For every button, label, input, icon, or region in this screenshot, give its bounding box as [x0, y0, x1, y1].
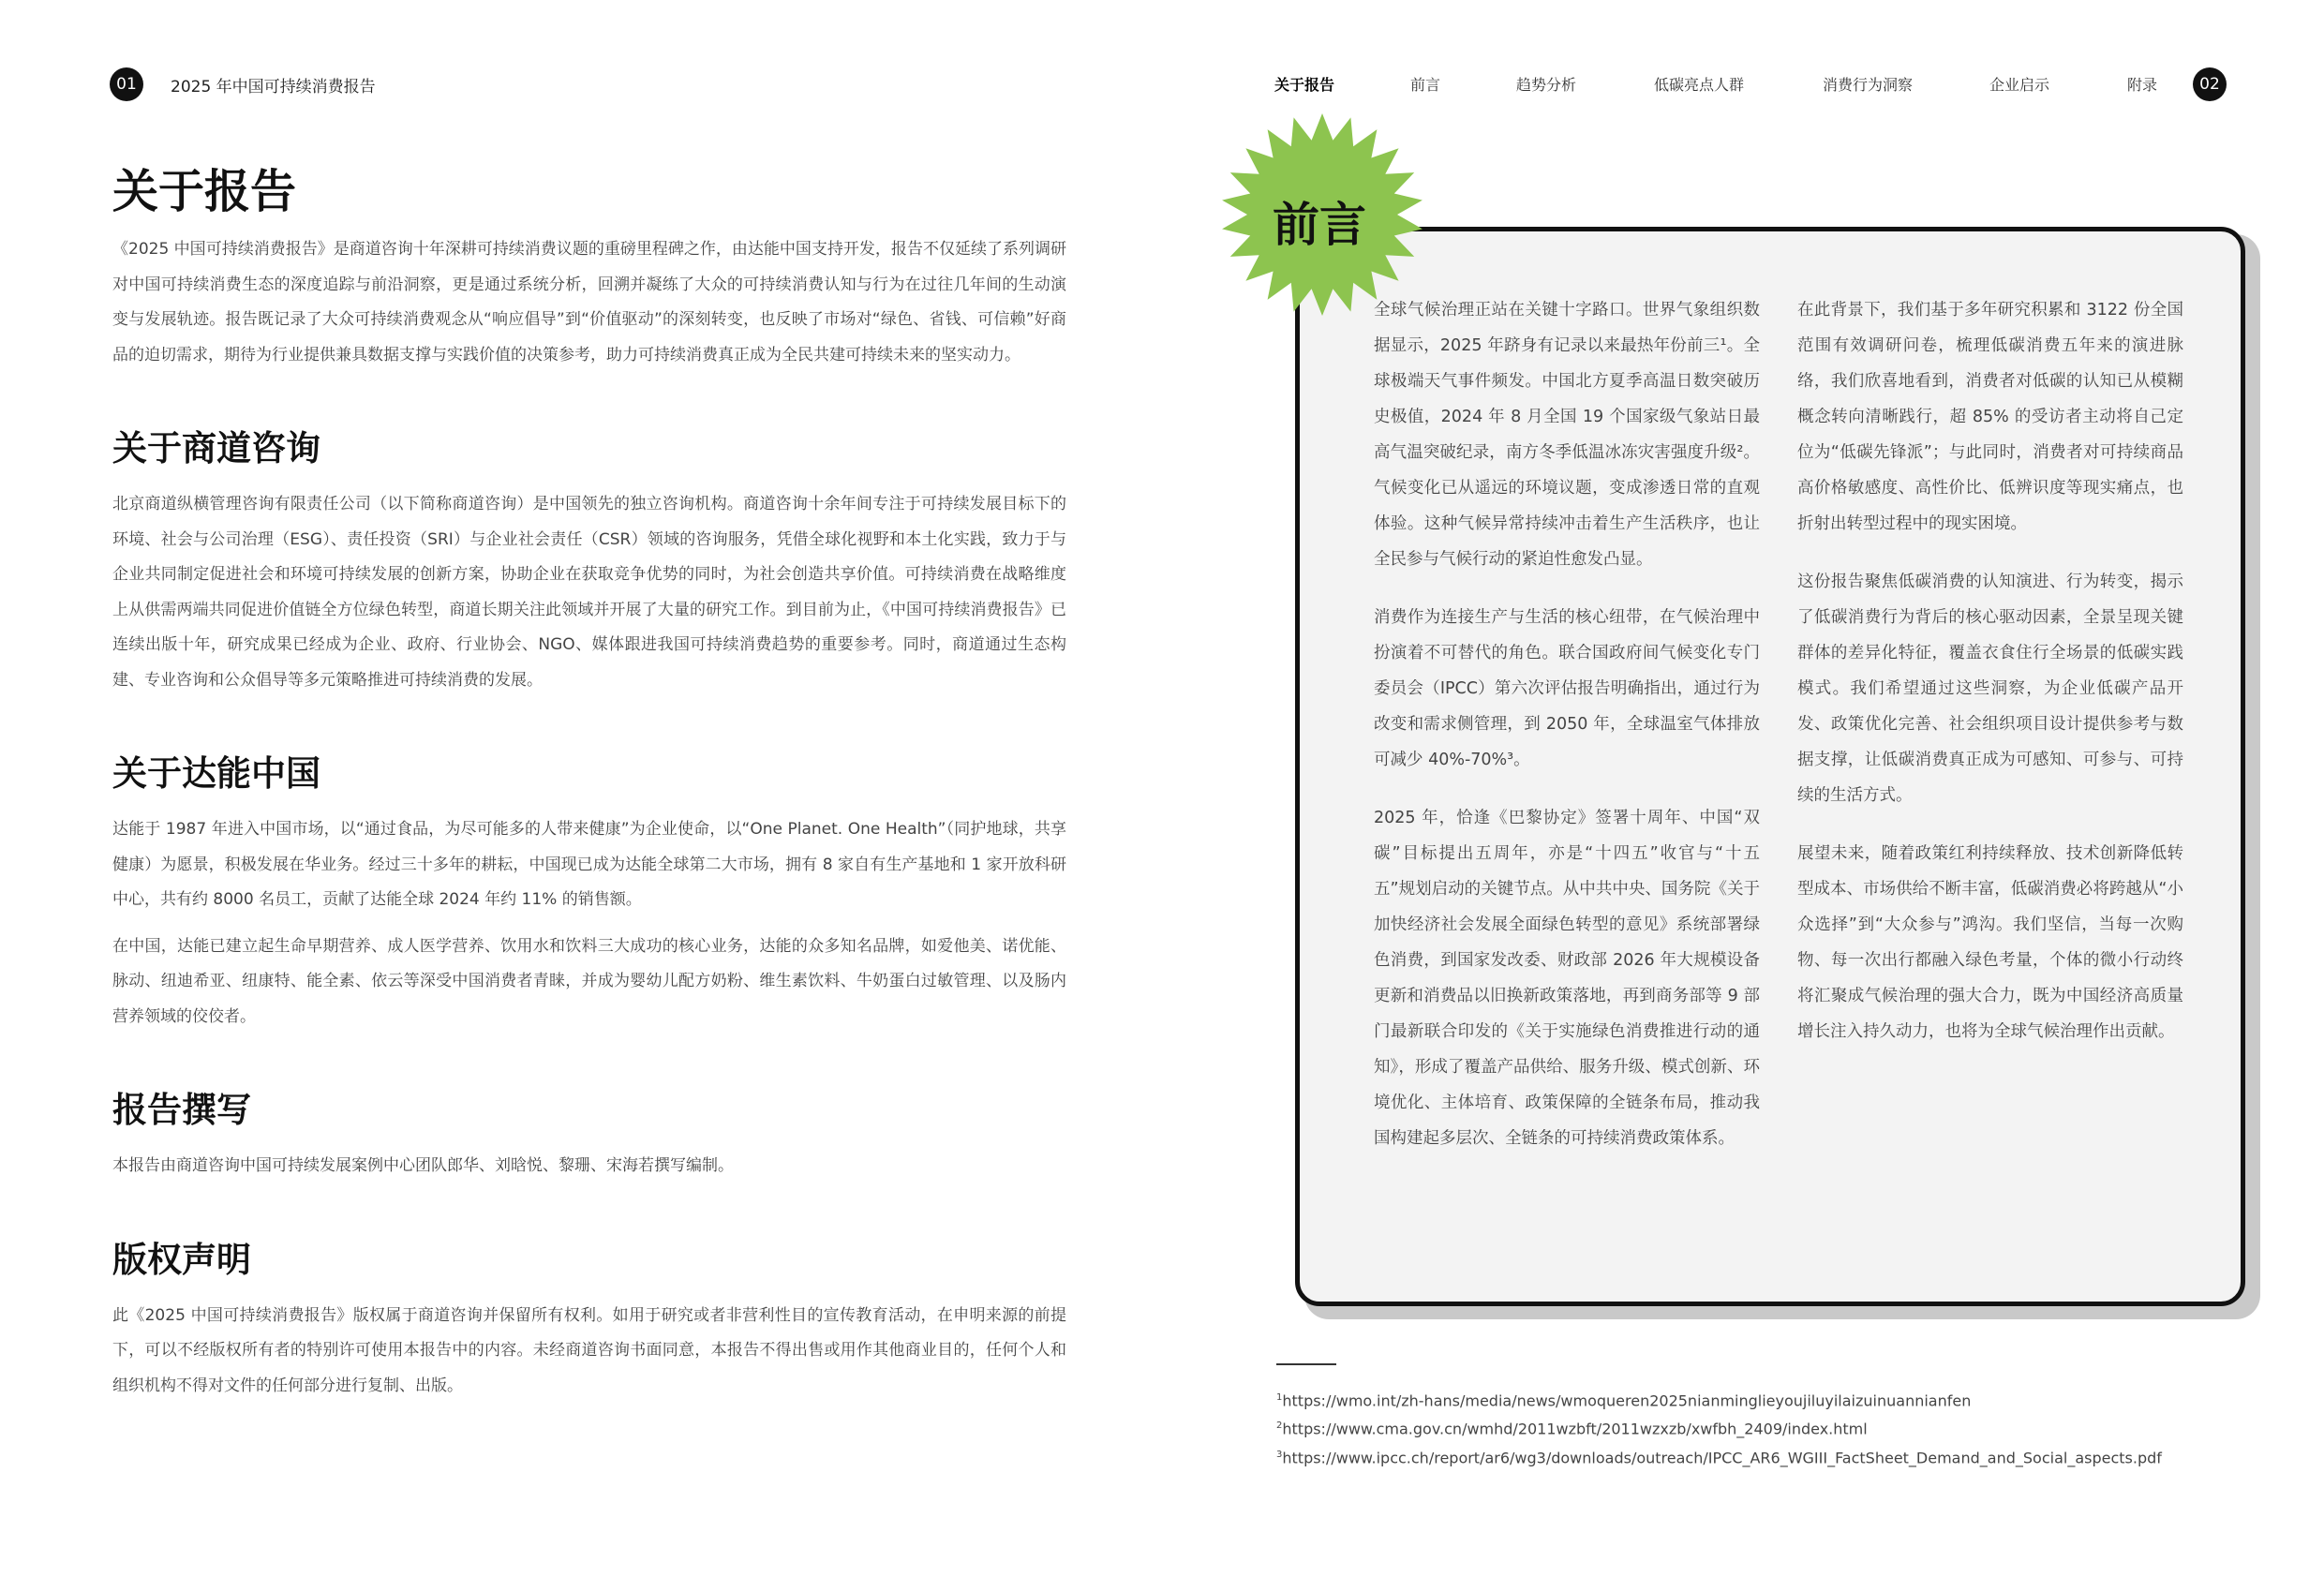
footnote-divider	[1276, 1363, 1336, 1365]
page-number-right: 02	[2193, 67, 2227, 101]
section-title-authors: 报告撰写	[112, 1090, 251, 1130]
about-syntao-text: 北京商道纵横管理咨询有限责任公司（以下简称商道咨询）是中国领先的独立咨询机构。商道咨询十余年间专注于可持续发展目标下的环境、社会与公司治理（ESG）、责任投资（SRI）与企业社会责任（CSR）领域的咨询服务，凭借全球化视野和本土化实践，致力于与企业共同制定促进社会和环境可持续发展的创新方案，协助企业在获取竞争优势的同时，为社会创造共享价值。可持续消费在战略维度上从供需两端共同促进价值链全方位绿色转型，商道长期关注此领域并开展了大量的研究工作。到目前为止，《中国可持续消费报告》已连续出版十年，研究成果已经成为企业、政府、行业协会、NGO、媒体跟进我国可持续消费趋势的重要参考。同时，商道通过生态构建、专业咨询和公众倡导等多元策略推进可持续消费的发展。	[112, 495, 1066, 690]
footnote-3	[1276, 1442, 2270, 1470]
nav-enterprise-insights[interactable]: 企业启示	[1989, 76, 2050, 94]
section-title-about-report: 关于报告	[112, 165, 297, 218]
nav-consumer-insights[interactable]: 消费行为洞察	[1823, 76, 1914, 94]
footnote-mark: 2	[1276, 1421, 1283, 1432]
nav-trend-analysis[interactable]: 趋势分析	[1516, 76, 1577, 94]
preface-column-1	[1374, 292, 1760, 1179]
preface-column-2	[1797, 292, 2183, 1072]
footnote-mark: 3	[1276, 1449, 1283, 1460]
preface-paragraph: 全球气候治理正站在关键十字路口。世界气象组织数据显示，2025 年跻身有记录以来最热年份前三¹。全球极端天气事件频发。中国北方夏季高温日数突破历史极值，2024 年 8 月全国 19 个国家级气象站日最高气温突破纪录，南方冬季低温冰冻灾害强度升级²。气候变化已从遥远的环境议题，变成渗透日常的直观体验。这种气候异常持续冲击着生产生活秩序，也让全民参与气候行动的紧迫性愈发凸显。	[1374, 301, 1760, 569]
preface-paragraph: 这份报告聚焦低碳消费的认知演进、行为转变，揭示了低碳消费行为背后的核心驱动因素，全景呈现关键群体的差异化特征，覆盖衣食住行全场景的低碳实践模式。我们希望通过这些洞察，为企业低碳产品开发、政策优化完善、社会组织项目设计提供参考与数据支撑，让低碳消费真正成为可感知、可参与、可持续的生活方式。	[1797, 573, 2183, 805]
footnote-url[interactable]: https://www.cma.gov.cn/wmhd/2011wzbft/2011wzxzb/xwfbh_2409/index.html	[1282, 1420, 1868, 1438]
left-column	[112, 159, 1066, 1404]
about-report-text: 《2025 中国可持续消费报告》是商道咨询十年深耕可持续消费议题的重磅里程碑之作，由达能中国支持开发，报告不仅延续了系列调研对中国可持续消费生态的深度追踪与前沿洞察，更是通过系统分析，回溯并凝练了大众的可持续消费认知与行为在过往几年间的生动演变与发展轨迹。报告既记录了大众可持续消费观念从“响应倡导”到“价值驱动”的深刻转变，也反映了市场对“绿色、省钱、可信赖”好商品的迫切需求，期待为行业提供兼具数据支撑与实践价值的决策参考，助力可持续消费真正成为全民共建可持续未来的坚实动力。	[112, 240, 1066, 364]
copyright-text: 此《2025 中国可持续消费报告》版权属于商道咨询并保留所有权利。如用于研究或者非营利性目的宣传教育活动，在申明来源的前提下，可以不经版权所有者的特别许可使用本报告中的内容。未经商道咨询书面同意，本报告不得出售或用作其他商业目的，任何个人和组织机构不得对文件的任何部分进行复制、出版。	[112, 1305, 1066, 1395]
preface-paragraph: 2025 年，恰逢《巴黎协定》签署十周年、中国“双碳”目标提出五周年，亦是“十四五”收官与“十五五”规划启动的关键节点。从中共中央、国务院《关于加快经济社会发展全面绿色转型的意见》系统部署绿色消费，到国家发改委、财政部 2026 年大规模设备更新和消费品以旧换新政策落地，再到商务部等 9 部门最新联合印发的《关于实施绿色消费推进行动的通知》，形成了覆盖产品供给、服务升级、模式创新、环境优化、主体培育、政策保障的全链条布局，推动我国构建起多层次、全链条的可持续消费政策体系。	[1374, 809, 1760, 1148]
footnote-url[interactable]: https://wmo.int/zh-hans/media/news/wmoqueren2025nianminglieyoujiluyilaizuinuannianfen	[1282, 1391, 1972, 1410]
page-number-left: 01	[110, 67, 143, 101]
nav-preface[interactable]: 前言	[1410, 76, 1441, 94]
section-title-about-syntao: 关于商道咨询	[112, 428, 320, 469]
nav-about-report[interactable]: 关于报告	[1274, 76, 1335, 94]
authors-text: 本报告由商道咨询中国可持续发展案例中心团队郎华、刘晗悦、黎珊、宋海若撰写编制。	[112, 1156, 734, 1175]
preface-paragraph: 展望未来，随着政策红利持续释放、技术创新降低转型成本、市场供给不断丰富，低碳消费必将跨越从“小众选择”到“大众参与”鸿沟。我们坚信，当每一次购物、每一次出行都融入绿色考量，个体的微小行动终将汇聚成气候治理的强大合力，既为中国经济高质量增长注入持久动力，也将为全球气候治理作出贡献。	[1797, 844, 2183, 1041]
nav-appendix[interactable]: 附录	[2127, 76, 2158, 94]
footnote-1	[1276, 1385, 2270, 1413]
footnote-mark: 1	[1276, 1392, 1283, 1403]
about-danone-text-1: 达能于 1987 年进入中国市场，以“通过食品，为尽可能多的人带来健康”为企业使命，以“One Planet. One Health”（同护地球，共享健康）为愿景，积极发展在华业务。经过三十多年的耕耘，中国现已成为达能全球第二大市场，拥有 8 家自有生产基地和 1 家开放科研中心，共有约 8000 名员工，贡献了达能全球 2024 年约 11% 的销售额。	[112, 820, 1066, 909]
footnote-2	[1276, 1413, 2270, 1441]
about-danone-text-2: 在中国，达能已建立起生命早期营养、成人医学营养、饮用水和饮料三大成功的核心业务，达能的众多知名品牌，如爱他美、诺优能、脉动、纽迪希亚、纽康特、能全素、依云等深受中国消费者青睐，并成为婴幼儿配方奶粉、维生素饮料、牛奶蛋白过敏管理、以及肠内营养领域的佼佼者。	[112, 936, 1066, 1026]
report-title: 2025 年中国可持续消费报告	[171, 78, 376, 97]
section-title-about-danone: 关于达能中国	[112, 753, 320, 794]
nav-low-carbon-groups[interactable]: 低碳亮点人群	[1654, 76, 1745, 94]
footnote-url[interactable]: https://www.ipcc.ch/report/ar6/wg3/downloads/outreach/IPCC_AR6_WGIII_FactSheet_Demand_and_Social_aspects.pdf	[1282, 1448, 2162, 1466]
footnotes	[1276, 1385, 2270, 1470]
preface-paragraph: 消费作为连接生产与生活的核心纽带，在气候治理中扮演着不可替代的角色。联合国政府间气候变化专门委员会（IPCC）第六次评估报告明确指出，通过行为改变和需求侧管理，到 2050 年，全球温室气体排放可减少 40%-70%³。	[1374, 608, 1760, 769]
section-title-copyright: 版权声明	[112, 1239, 251, 1280]
preface-title: 前言	[1273, 198, 1366, 252]
preface-paragraph: 在此背景下，我们基于多年研究积累和 3122 份全国范围有效调研问卷，梳理低碳消费五年来的演进脉络，我们欣喜地看到，消费者对低碳的认知已从模糊概念转向清晰践行，超 85% 的受访者主动将自己定位为“低碳先锋派”；与此同时，消费者对可持续商品高价格敏感度、高性价比、低辨识度等现实痛点，也折射出转型过程中的现实困境。	[1797, 301, 2183, 533]
